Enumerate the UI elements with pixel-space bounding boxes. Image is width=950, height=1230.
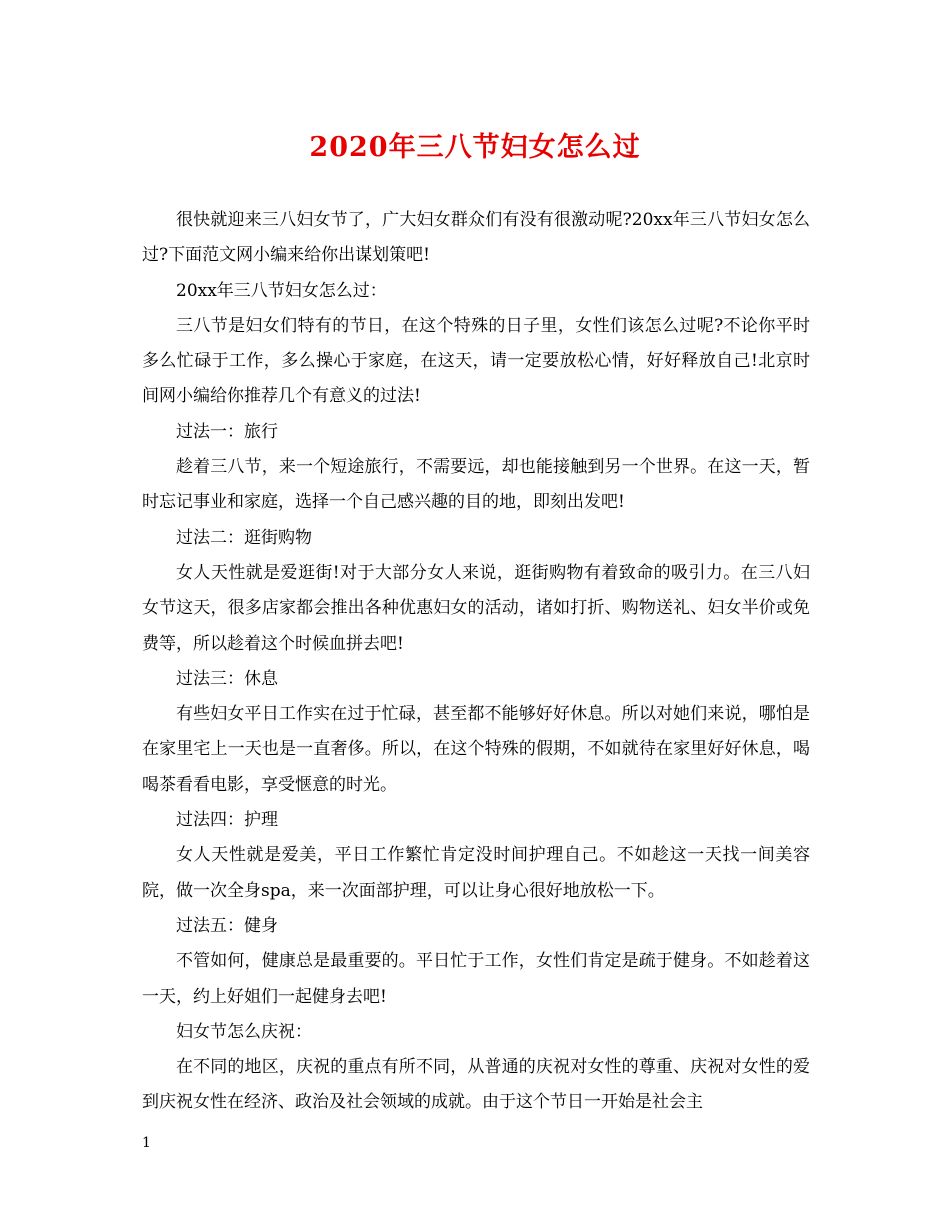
page-number: 1: [142, 1135, 151, 1151]
paragraph-method-one: 趁着三八节，来一个短途旅行，不需要远，却也能接触到另一个世界。在这一天，暂时忘记事业和家庭，选择一个自己感兴趣的目的地，即刻出发吧!: [142, 457, 810, 513]
paragraph-method-two: 女人天性就是爱逛街!对于大部分女人来说，逛街购物有着致命的吸引力。在三八妇女节这天，很多店家都会推出各种优惠妇女的活动，诸如打折、购物送礼、妇女半价或免费等，所以趁着这个时候血拼去吧!: [142, 562, 810, 654]
paragraph-method-three: 有些妇女平日工作实在过于忙碌，甚至都不能够好好休息。所以对她们来说，哪怕是在家里宅上一天也是一直奢侈。所以，在这个特殊的假期，不如就待在家里好好休息，喝喝茶看看电影，享受惬意的时光。: [142, 704, 810, 795]
heading-method-five: 过法五：健身: [176, 915, 278, 936]
paragraph-method-five: 不管如何，健康总是最重要的。平日忙于工作，女性们肯定是疏于健身。不如趁着这一天，约上好姐们一起健身去吧!: [142, 951, 810, 1007]
heading-method-four: 过法四：护理: [176, 810, 278, 831]
heading-method-two: 过法二：逛街购物: [176, 527, 312, 548]
paragraph-method-four: 女人天性就是爱美，平日工作繁忙肯定没时间护理自己。不如趁这一天找一间美容院，做一次全身spa，来一次面部护理，可以让身心很好地放松一下。: [142, 845, 810, 901]
paragraph-intro: 很快就迎来三八妇女节了，广大妇女群众们有没有很激动呢?20xx年三八节妇女怎么过?下面范文网小编来给你出谋划策吧!: [142, 210, 810, 266]
paragraph-celebration: 在不同的地区，庆祝的重点有所不同，从普通的庆祝对女性的尊重、庆祝对女性的爱到庆祝女性在经济、政治及社会领域的成就。由于这个节日一开始是社会主: [142, 1057, 810, 1113]
paragraph-overview: 三八节是妇女们特有的节日，在这个特殊的日子里，女性们该怎么过呢?不论你平时多么忙碌于工作，多么操心于家庭，在这天，请一定要放松心情，好好释放自己!北京时间网小编给你推荐几个有意义的过法!: [142, 315, 810, 407]
paragraph-section-heading: 20xx年三八节妇女怎么过：: [176, 280, 387, 301]
document-title: 2020年三八节妇女怎么过: [309, 132, 641, 163]
document-body: [142, 203, 810, 1121]
heading-method-three: 过法三：休息: [176, 668, 278, 689]
heading-method-one: 过法一：旅行: [176, 421, 278, 442]
heading-celebration: 妇女节怎么庆祝：: [176, 1021, 312, 1042]
